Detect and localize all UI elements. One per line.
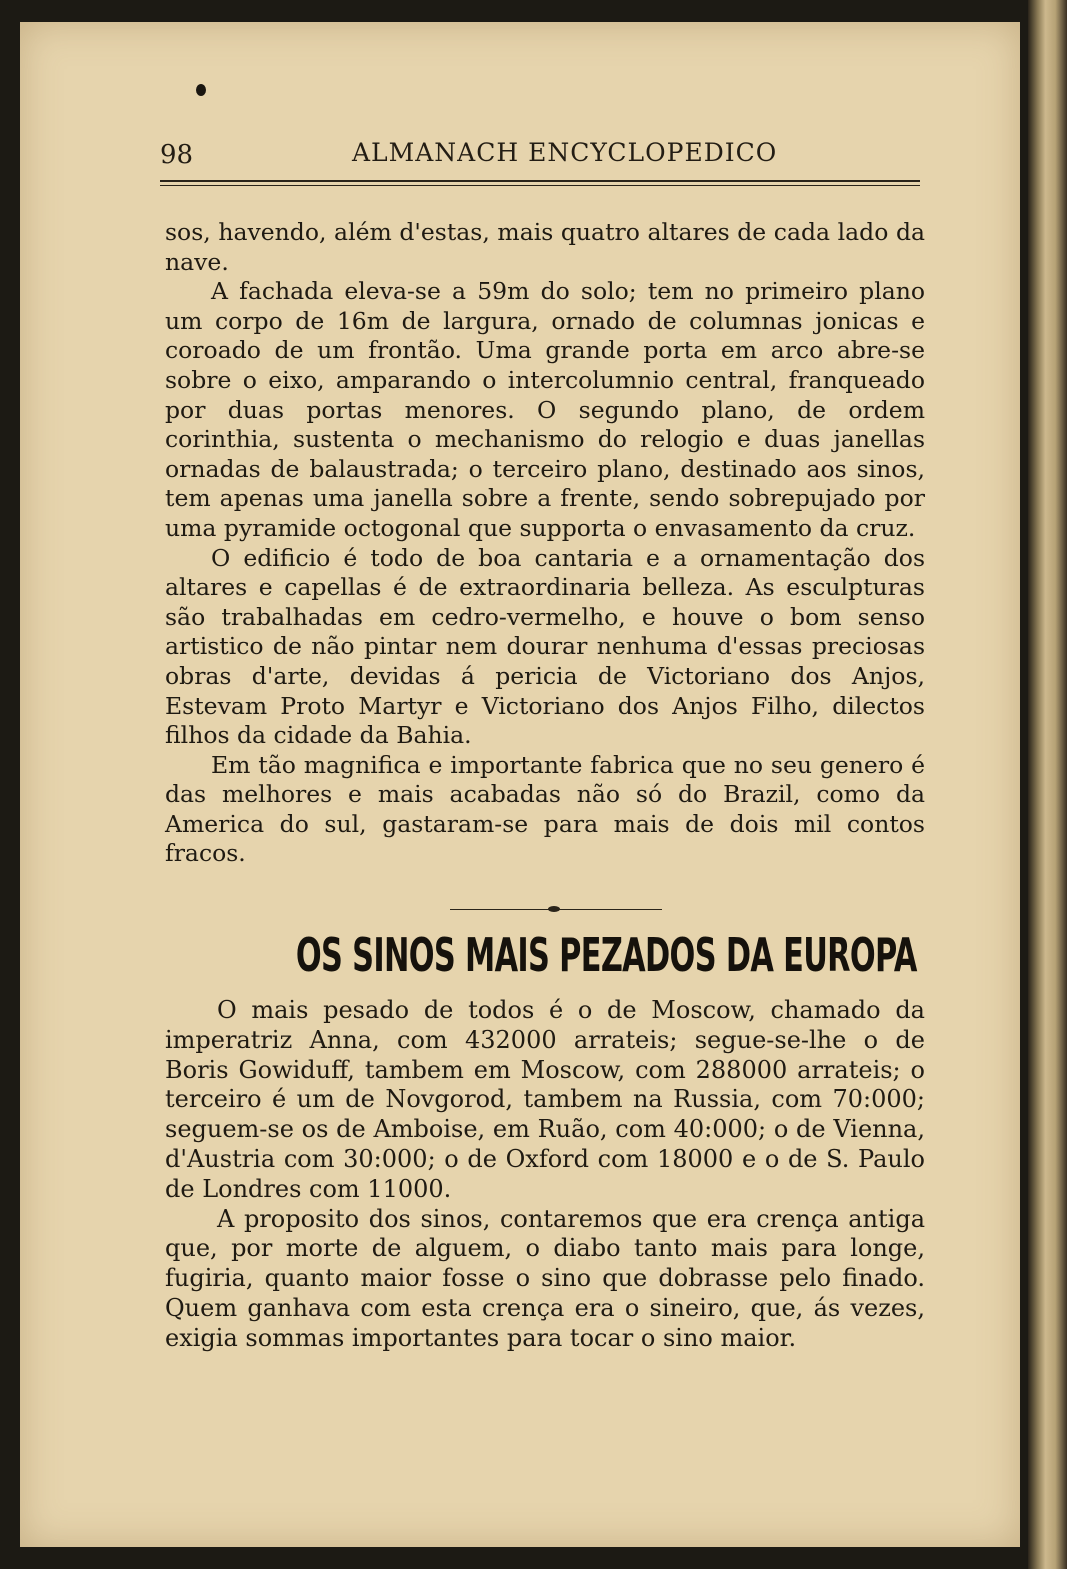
paragraph: O mais pesado de todos é o de Moscow, chamado da imperatriz Anna, com 432000 arrateis; segue-se-lhe o de Boris Gowiduff, tambem em Moscow, com 288000 arrateis; o terceiro é um de Novgorod, tambem na Russia, com 70:000; seguem-se os de Amboise, em Ruão, com 40:000; o de Vienna, d'Austria com 30:000; o de Oxford com 18000 e o de S. Paulo de Londres com 11000.: [165, 996, 925, 1203]
page-number: 98: [160, 140, 194, 170]
section-title: OS SINOS MAIS PEZADOS DA EUROPA: [295, 928, 917, 982]
paragraph: Em tão magnifica e importante fabrica que no seu genero é das melhores e mais acabadas não só do Brazil, como da America do sul, gastaram-se para mais de dois mil contos fracos.: [165, 750, 925, 868]
page-header: [160, 138, 920, 174]
header-rule: [160, 180, 920, 186]
paragraph: A proposito dos sinos, contaremos que era crença antiga que, por morte de alguem, o diabo tanto mais para longe, fugiria, quanto maior fosse o sino que dobrasse pelo finado. Quem ganhava com esta crença era o sineiro, que, ás vezes, exigia sommas importantes para tocar o sino maior.: [165, 1204, 925, 1352]
section-text: [165, 996, 925, 1354]
continuation-text: [165, 218, 925, 869]
adjacent-page-edge: [1028, 0, 1067, 1569]
separator-ornament: [548, 906, 560, 912]
paragraph: A fachada eleva-se a 59m do solo; tem no primeiro plano um corpo de 16m de largura, ornado de columnas jonicas e coroado de um frontão. Uma grande porta em arco abre-se sobre o eixo, amparando o intercolumnio central, franqueado por duas portas menores. O segundo plano, de ordem corinthia, sustenta o mechanismo do relogio e duas janellas ornadas de balaustrada; o terceiro plano, destinado aos sinos, tem apenas uma janella sobre a frente, sendo sobrepujado por uma pyramide octogonal que supporta o envasamento da cruz.: [165, 277, 925, 542]
paragraph: sos, havendo, além d'estas, mais quatro altares de cada lado da nave.: [165, 218, 925, 276]
ink-spot: [196, 84, 206, 96]
paragraph: O edificio é todo de boa cantaria e a ornamentação dos altares e capellas é de extraordinaria belleza. As esculpturas são trabalhadas em cedro-vermelho, e houve o bom senso artistico de não pintar nem dourar nenhuma d'essas preciosas obras d'arte, devidas á pericia de Victoriano dos Anjos, Estevam Proto Martyr e Victoriano dos Anjos Filho, dilectos filhos da cidade da Bahia.: [165, 543, 925, 750]
running-head: ALMANACH ENCYCLOPEDICO: [352, 138, 778, 167]
